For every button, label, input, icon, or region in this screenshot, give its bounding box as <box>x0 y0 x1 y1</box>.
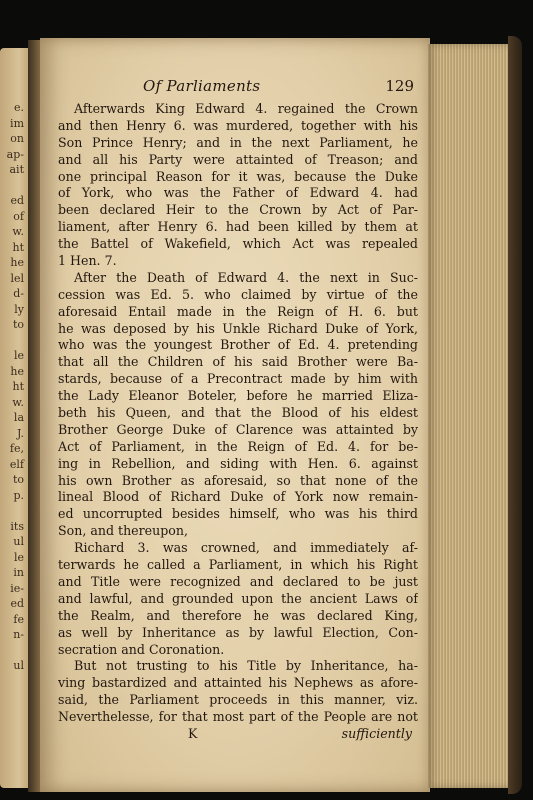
facing-fragment: ed <box>10 597 24 610</box>
text-line: ing in Rebellion, and siding with Hen. 6. against <box>58 455 418 471</box>
text-line: and Title were recognized and declared to be just <box>58 573 418 589</box>
text-line: Neverthelesse, for that most part of the People are not <box>58 709 418 725</box>
text-line: Brother George Duke of Clarence was attainted by <box>58 421 418 437</box>
facing-fragment: e. <box>13 101 24 114</box>
facing-fragment: fe, <box>9 442 24 455</box>
text-line: been declared Heir to the Crown by Act of Par- <box>58 202 418 218</box>
facing-fragment: to <box>12 318 24 331</box>
text-line: 1 Hen. 7. <box>58 253 117 269</box>
facing-fragment: elf <box>9 457 24 471</box>
text-line: aforesaid Entail made in the Reign of H. 6. but <box>58 303 418 319</box>
facing-fragment: la <box>13 411 24 424</box>
text-line: of York, who was the Father of Edward 4. had <box>58 185 418 201</box>
text-line: who was the youngest Brother of Ed. 4. pretending <box>58 337 418 353</box>
text-line: Son Prince Henry; and in the next Parliament, he <box>58 134 418 150</box>
text-line: Afterwards King Edward 4. regained the Crown <box>74 101 418 116</box>
text-line: said, the Parliament proceeds in this manner, viz. <box>58 692 418 708</box>
text-line: Act of Parliament, in the Reign of Ed. 4. for be- <box>58 438 418 454</box>
facing-page-fragments <box>2 100 30 674</box>
facing-fragment: d- <box>13 287 24 300</box>
text-line: cession was Ed. 5. who claimed by virtue of the <box>58 286 418 302</box>
book-page <box>40 38 430 792</box>
text-line: and then Henry 6. was murdered, together with his <box>58 117 418 133</box>
facing-fragment: le <box>13 550 24 564</box>
text-line: as well by Inheritance as by lawful Election, Con- <box>58 624 418 640</box>
facing-fragment: w. <box>12 395 24 409</box>
facing-fragment: im <box>10 116 24 130</box>
text-line: the Lady Eleanor Boteler, before he married Eliza- <box>58 388 418 404</box>
text-line: beth his Queen, and that the Blood of his eldest <box>58 405 418 421</box>
text-line: Richard 3. was crowned, and immediately af- <box>74 540 418 556</box>
text-line: ving bastardized and attainted his Nephews as afore- <box>58 675 418 691</box>
facing-fragment <box>2 643 30 659</box>
text-line: secration and Coronation. <box>58 641 225 657</box>
facing-fragment: ht <box>12 380 24 393</box>
body-text <box>58 101 418 726</box>
signature-mark: K <box>188 725 198 741</box>
facing-fragment <box>2 503 30 519</box>
text-line: Son, and thereupon, <box>58 523 188 539</box>
facing-fragment: he <box>10 364 24 378</box>
page-number: 129 <box>385 77 414 95</box>
text-line: terwards he called a Parliament, in which his Right <box>58 557 418 573</box>
page-edges <box>428 44 520 788</box>
facing-fragment: in <box>13 566 24 579</box>
text-line: that all the Children of his said Brother were Ba- <box>58 354 418 370</box>
facing-fragment: ul <box>13 659 24 672</box>
text-line: After the Death of Edward 4. the next in Suc- <box>74 269 418 285</box>
facing-fragment: J. <box>16 426 24 440</box>
facing-fragment: on <box>10 132 24 145</box>
running-head: Of Parliaments <box>143 77 261 95</box>
facing-fragment: le <box>13 349 24 362</box>
text-line: and lawful, and grounded upon the ancient Laws of <box>58 590 418 606</box>
facing-fragment: to <box>12 473 24 486</box>
facing-fragment: ul <box>13 535 24 548</box>
facing-fragment: lel <box>10 271 24 285</box>
text-line: the Realm, and therefore he was declared King, <box>58 607 418 623</box>
page-header <box>58 77 418 99</box>
facing-fragment: ly <box>14 302 24 316</box>
facing-fragment: its <box>10 519 24 533</box>
text-line: he was deposed by his Unkle Richard Duke of York, <box>58 320 418 336</box>
catchword: sufficiently <box>341 725 412 741</box>
text-line: liament, after Henry 6. had been killed by them at <box>58 219 418 235</box>
text-line: his own Brother as aforesaid, so that none of the <box>58 472 418 488</box>
facing-fragment: he <box>10 256 24 269</box>
facing-fragment: ie- <box>10 581 24 595</box>
page-text-block <box>58 77 418 742</box>
text-line: one principal Reason for it was, because the Duke <box>58 168 418 184</box>
text-line: But not trusting to his Title by Inheritance, ha- <box>74 658 418 674</box>
text-line: stards, because of a Precontract made by him with <box>58 371 418 387</box>
facing-fragment <box>2 333 30 349</box>
text-line: the Battel of Wakefield, which Act was repealed <box>58 236 418 252</box>
facing-fragment: ap- <box>6 147 24 161</box>
signature-line <box>58 726 418 742</box>
facing-fragment: p. <box>13 488 24 502</box>
facing-fragment: of <box>13 209 24 223</box>
facing-fragment: ht <box>12 240 24 254</box>
facing-fragment: ed <box>10 194 24 207</box>
facing-fragment: n- <box>13 628 24 641</box>
cover-edge <box>508 36 522 794</box>
text-line: lineal Blood of Richard Duke of York now remain- <box>58 489 418 505</box>
facing-fragment: fe <box>13 612 24 626</box>
facing-fragment: w. <box>12 225 24 238</box>
facing-fragment: ait <box>9 163 24 176</box>
facing-fragment <box>2 178 30 194</box>
text-line: ed uncorrupted besides himself, who was his third <box>58 506 418 522</box>
text-line: and all his Party were attainted of Treason; and <box>58 151 418 167</box>
